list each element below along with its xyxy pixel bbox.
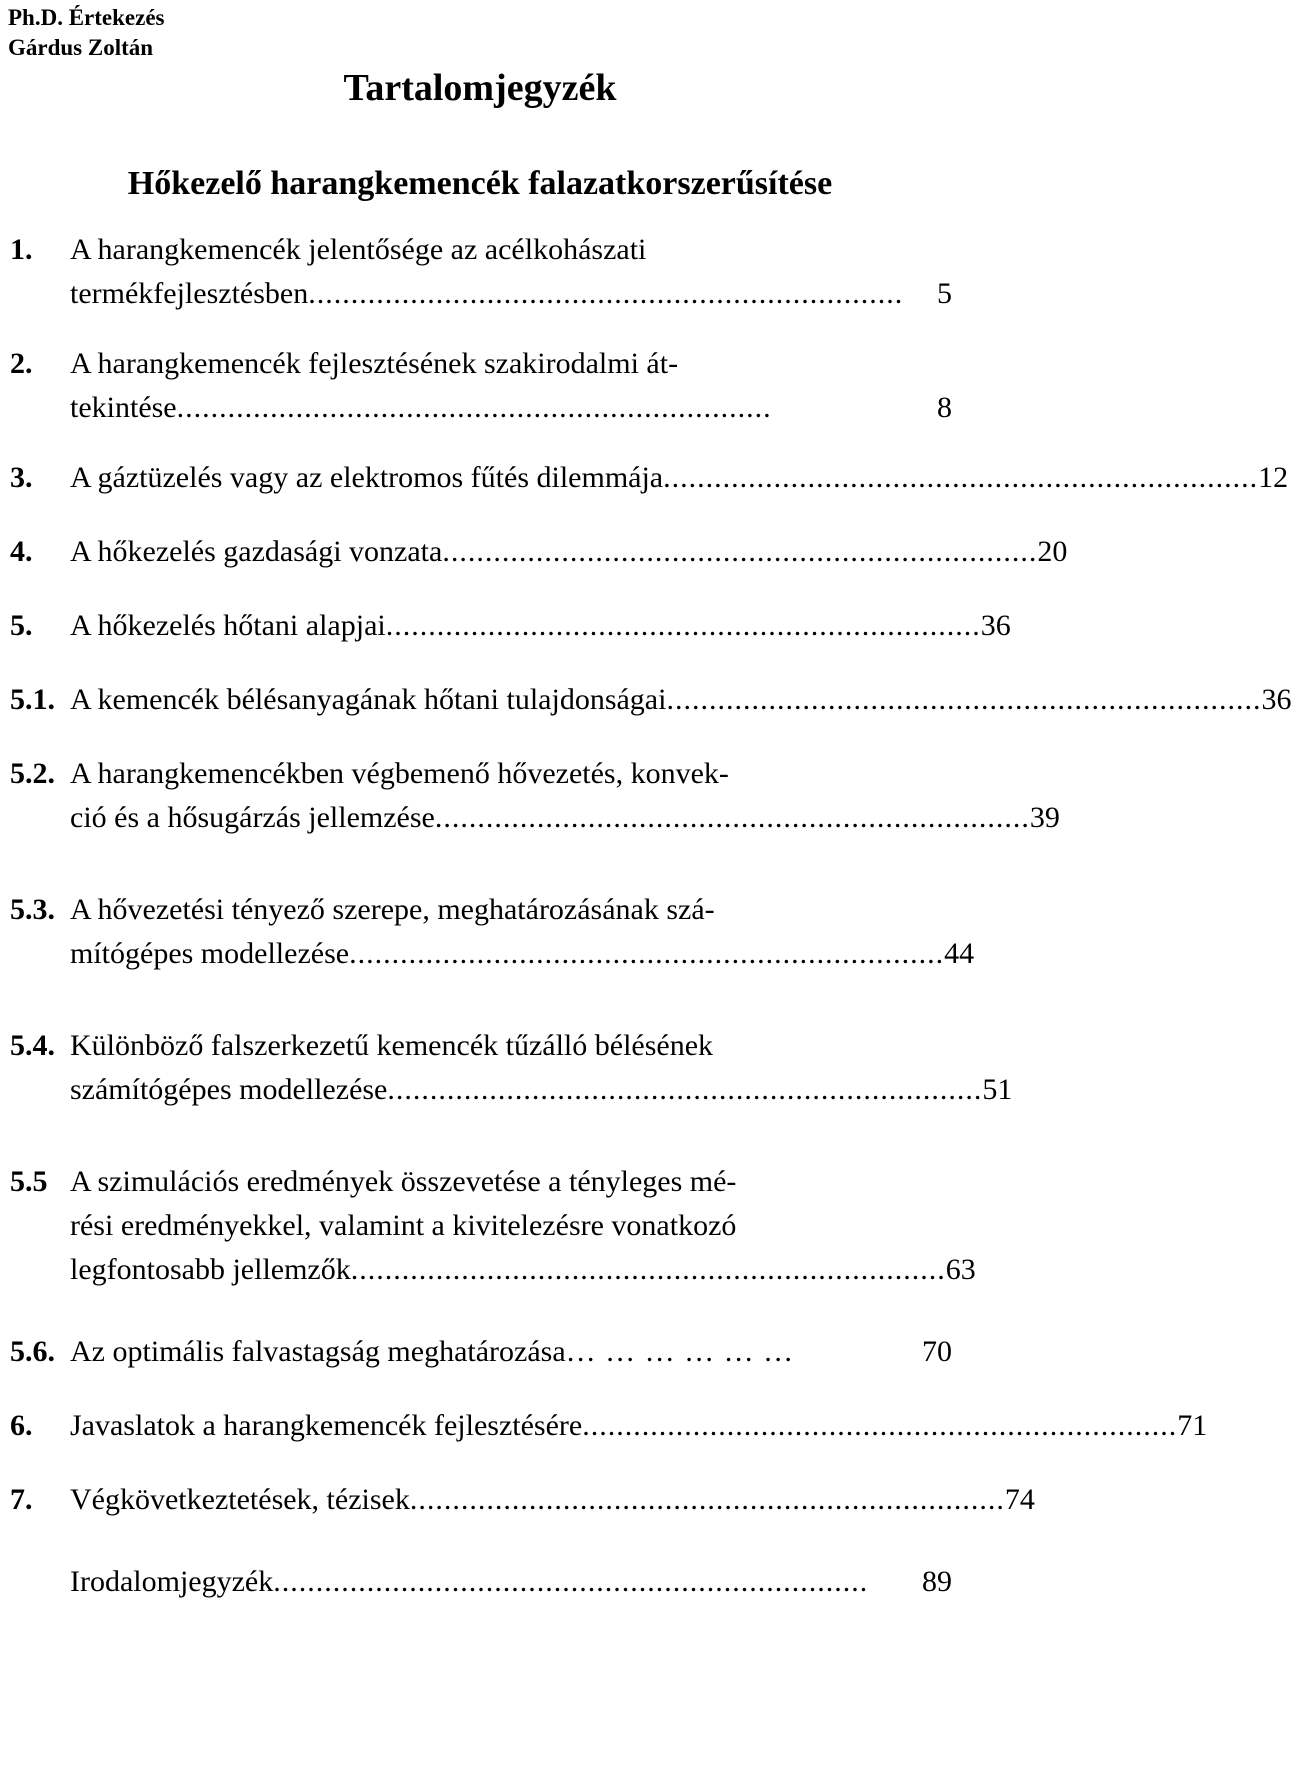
header-line-2: Gárdus Zoltán (8, 35, 154, 60)
toc-section-number: 5.2. (10, 757, 55, 790)
toc-title-line: A harangkemencék fejlesztésének szakirodalmi át- (70, 347, 679, 380)
toc-section-number: 1. (10, 233, 33, 266)
header-line-1: Ph.D. Értekezés (8, 5, 165, 30)
toc-entry[interactable] (10, 342, 952, 430)
toc-dot-leader: … … … … … … (565, 1335, 795, 1368)
toc-entry[interactable] (10, 1160, 976, 1292)
toc-entry[interactable] (10, 456, 1289, 500)
toc-title-line: termékfejlesztésben (70, 277, 309, 310)
toc-entry[interactable] (10, 1024, 1013, 1112)
toc-title-line: A harangkemencékben végbemenő hővezetés, konvek- (70, 757, 729, 790)
toc-title-line: legfontosabb jellemzők (70, 1253, 351, 1286)
toc-section-number: 5.5 (10, 1165, 48, 1198)
toc-page-number: 12 (1258, 461, 1289, 494)
toc-page-number: 36 (980, 609, 1011, 642)
toc-section-number: 7. (10, 1483, 33, 1516)
toc-dot-leader: ...................................................................... (442, 535, 1038, 568)
toc-page-number: 39 (1029, 801, 1060, 834)
toc-entry[interactable] (10, 888, 975, 976)
toc-dot-leader: ...................................................................... (409, 1483, 1005, 1516)
toc-title-line: Különböző falszerkezetű kemencék tűzálló bélésének (70, 1029, 714, 1062)
toc-page-number: 36 (1261, 683, 1291, 716)
toc-dot-leader: ...................................................................... (666, 683, 1262, 716)
toc-entry[interactable] (10, 228, 952, 316)
toc-dot-leader: ...................................................................... (387, 1073, 983, 1106)
toc-title-line: A hőkezelés hőtani alapjai (70, 609, 386, 642)
toc-entry[interactable] (10, 1404, 1208, 1448)
toc-title-line: A hőkezelés gazdasági vonzata (70, 535, 443, 568)
toc-title-line: A szimulációs eredmények összevetése a tényleges mé- (70, 1165, 737, 1198)
toc-title-line: Irodalomjegyzék (70, 1565, 274, 1598)
toc-title-line: A gáztüzelés vagy az elektromos fűtés dilemmája (70, 461, 664, 494)
toc-dot-leader: ...................................................................... (349, 937, 945, 970)
toc-title-line: Végkövetkeztetések, tézisek (70, 1483, 410, 1516)
toc-title-line: mítógépes modellezése (70, 937, 350, 970)
toc-entry[interactable] (10, 1560, 952, 1604)
toc-section-number: 5.1. (10, 683, 55, 716)
toc-title-line: A kemencék bélésanyagának hőtani tulajdonságai (70, 683, 667, 716)
toc-section-number: 5.4. (10, 1029, 55, 1062)
toc-page-number: 71 (1177, 1409, 1208, 1442)
toc-section-number: 5. (10, 609, 33, 642)
toc-section-number: 4. (10, 535, 33, 568)
toc-dot-leader: ...................................................................... (308, 277, 904, 310)
toc-dot-leader: ...................................................................... (582, 1409, 1178, 1442)
toc-entry[interactable] (10, 530, 1068, 574)
toc-section-number: 6. (10, 1409, 33, 1442)
toc-title-line: tekintése (70, 391, 177, 424)
toc-section-number: 2. (10, 347, 33, 380)
toc-title-line: A harangkemencék jelentősége az acélkohászati (70, 233, 647, 266)
toc-section-number: 5.3. (10, 893, 55, 926)
document-title: Hőkezelő harangkemencék falazatkorszerűsítése (127, 165, 833, 202)
toc-title-line: rési eredményekkel, valamint a kivitelezésre vonatkozó (70, 1209, 737, 1242)
toc-entry[interactable] (10, 678, 1291, 722)
toc-entry[interactable] (10, 1478, 1035, 1522)
toc-dot-leader: ...................................................................... (273, 1565, 869, 1598)
toc-dot-leader: ...................................................................... (663, 461, 1259, 494)
toc-title-line: Javaslatok a harangkemencék fejlesztésére (70, 1409, 583, 1442)
toc-dot-leader: ...................................................................... (434, 801, 1030, 834)
toc-entry[interactable] (10, 752, 1060, 840)
toc-page-number: 20 (1037, 535, 1068, 568)
toc-page-number: 63 (945, 1253, 976, 1286)
toc-page-number: 8 (937, 391, 952, 424)
toc-entry[interactable] (10, 1330, 952, 1374)
toc-title-line: számítógépes modellezése (70, 1073, 388, 1106)
toc-page-number: 5 (937, 277, 952, 310)
toc-section-number: 3. (10, 461, 33, 494)
toc-title-line: A hővezetési tényező szerepe, meghatározásának szá- (70, 893, 715, 926)
toc-page-number: 70 (922, 1335, 952, 1368)
toc-page-number: 44 (944, 937, 975, 970)
toc-title-line: ció és a hősugárzás jellemzése (70, 801, 435, 834)
toc-entry[interactable] (10, 604, 1011, 648)
toc-page-number: 89 (922, 1565, 952, 1598)
page-title: Tartalomjegyzék (343, 67, 617, 109)
toc-section-number: 5.6. (10, 1335, 55, 1368)
toc-dot-leader: ...................................................................... (385, 609, 981, 642)
toc-page-number: 74 (1004, 1483, 1035, 1516)
toc-dot-leader: ...................................................................... (350, 1253, 946, 1286)
toc-dot-leader: ...................................................................... (176, 391, 772, 424)
toc-title-line: Az optimális falvastagság meghatározása (70, 1335, 566, 1368)
toc-page-number: 51 (982, 1073, 1013, 1106)
